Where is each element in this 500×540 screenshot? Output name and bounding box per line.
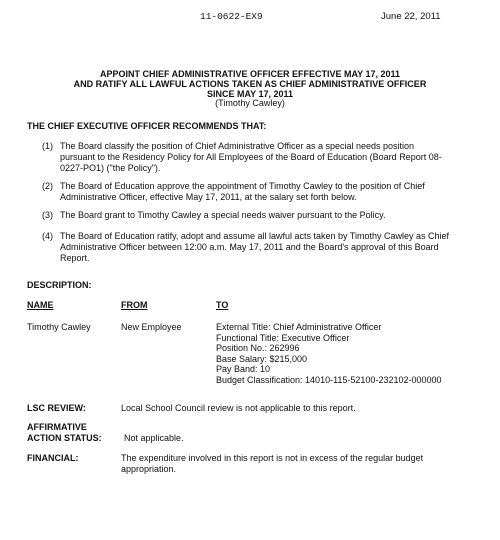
to-detail-line: Base Salary: $215,000 xyxy=(216,353,308,364)
financial-text: The expenditure involved in this report is not in excess of the regular budget appropriation. xyxy=(121,453,424,474)
recommendation-text: The Board grant to Timothy Cawley a special needs waiver pursuant to the Policy. xyxy=(60,210,386,220)
from-value: New Employee xyxy=(121,322,182,332)
report-number: 11-0622-EX9 xyxy=(200,11,263,22)
affirmative-label-line-1: AFFIRMATIVE xyxy=(27,422,87,432)
financial-label: FINANCIAL: xyxy=(27,453,79,463)
recommendation-number: (3) xyxy=(42,210,53,220)
affirmative-text: Not applicable. xyxy=(124,433,184,443)
recommendation-text: The Board of Education ratify, adopt and assume all lawful acts taken by Timothy Cawley as Chief Administrative Officer between 12:00 a.m. May 17, 2011 and the Board's approval of this Board Report. xyxy=(60,231,450,263)
column-header-from: FROM xyxy=(121,300,148,310)
description-heading: DESCRIPTION: xyxy=(27,280,92,290)
to-detail-line: Budget Classification: 14010-115-52100-232102-000000 xyxy=(216,374,442,385)
to-details xyxy=(216,322,442,386)
lsc-review-text: Local School Council review is not applicable to this report. xyxy=(121,403,356,413)
recommendation-number: (4) xyxy=(42,231,53,241)
title-line-3: SINCE MAY 17, 2011 xyxy=(206,89,294,99)
employee-name: Timothy Cawley xyxy=(27,322,91,332)
to-detail-line: Pay Band: 10 xyxy=(216,364,271,375)
title-line-2: AND RATIFY ALL LAWFUL ACTIONS TAKEN AS CHIEF ADMINISTRATIVE OFFICER xyxy=(73,79,427,89)
affirmative-label-line-2: ACTION STATUS: xyxy=(27,433,102,443)
column-header-to: TO xyxy=(216,300,229,310)
lsc-review-label: LSC REVIEW: xyxy=(27,403,86,413)
recommendation-number: (1) xyxy=(42,141,53,151)
to-detail-line: External Title: Chief Administrative Officer xyxy=(216,322,382,332)
report-date: June 22, 2011 xyxy=(381,11,441,22)
recommendation-text: The Board of Education approve the appointment of Timothy Cawley to the position of Chief Administrative Officer, effective May 17, 2011, at the salary set forth below. xyxy=(60,181,425,202)
to-detail-line: Functional Title: Executive Officer xyxy=(216,332,350,343)
title-line-1: APPOINT CHIEF ADMINISTRATIVE OFFICER EFFECTIVE MAY 17, 2011 xyxy=(99,69,401,79)
recommendation-text: The Board classify the position of Chief Administrative Officer as a special needs position pursuant to the Residency Policy for All Employees of the Board of Education (Board Report 08-0227-PO1) ("the Policy"). xyxy=(60,141,442,173)
recommends-heading: THE CHIEF EXECUTIVE OFFICER RECOMMENDS THAT: xyxy=(27,121,267,131)
column-header-name: NAME xyxy=(27,300,54,310)
to-detail-line: Position No.: 262996 xyxy=(216,343,300,354)
recommendation-number: (2) xyxy=(42,181,53,191)
title-line-4: (Timothy Cawley) xyxy=(215,98,285,108)
